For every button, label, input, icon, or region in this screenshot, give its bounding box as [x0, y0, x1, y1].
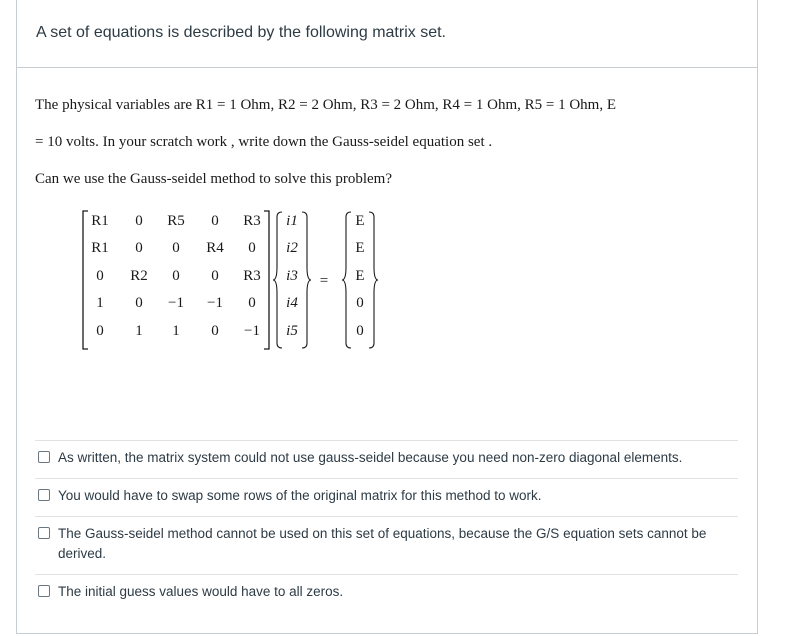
vector-i-cell: i5	[286, 323, 298, 339]
header-divider	[17, 67, 757, 68]
vector-i-cell: i3	[286, 268, 298, 284]
rhs-cell: 0	[356, 295, 364, 311]
matrix-cell: 0	[135, 295, 143, 311]
matrix-cell: 0	[135, 240, 143, 256]
matrix-equation	[80, 207, 380, 367]
equals-sign: =	[319, 273, 329, 289]
question-text-line-3: Can we use the Gauss-seidel method to solve this problem?	[35, 171, 393, 187]
matrix-cell: 0	[211, 213, 219, 229]
rhs-left-brace	[342, 212, 351, 348]
option-1-checkbox[interactable]	[38, 451, 50, 463]
vector-i-cell: i1	[286, 213, 298, 229]
question-text-line-2: = 10 volts. In your scratch work , write down the Gauss-seidel equation set .	[35, 134, 493, 150]
matrix-cell: 0	[135, 213, 143, 229]
matrix-cell: 1	[135, 323, 143, 339]
option-3[interactable]	[38, 524, 728, 564]
vector-i-cell: i2	[286, 240, 298, 256]
matrix-cell: 1	[96, 295, 104, 311]
matrix-cell: −1	[207, 295, 223, 311]
matrix-left-bracket	[83, 211, 88, 349]
matrix-cell: R3	[243, 268, 261, 284]
option-divider	[35, 574, 738, 575]
matrix-cell: R1	[91, 240, 109, 256]
matrix-cell: R2	[130, 268, 148, 284]
rhs-cell: E	[355, 240, 365, 256]
matrix-cell: R5	[167, 213, 185, 229]
matrix-cell: −1	[168, 295, 184, 311]
matrix-cell: −1	[244, 323, 260, 339]
option-4-label: The initial guess values would have to all zeros.	[58, 584, 344, 599]
rhs-cell: 0	[356, 323, 364, 339]
matrix-cell: R3	[243, 213, 261, 229]
rhs-cell: E	[355, 268, 365, 284]
matrix-cell: 0	[248, 240, 256, 256]
option-divider	[35, 478, 738, 479]
option-2[interactable]	[38, 486, 541, 506]
option-3-checkbox[interactable]	[38, 527, 50, 539]
vector-i-right-brace	[302, 212, 311, 348]
matrix-cell: R4	[206, 240, 224, 256]
matrix-cell: 1	[172, 323, 180, 339]
option-divider	[35, 440, 738, 441]
vector-i-cell: i4	[286, 295, 298, 311]
matrix-cell: 0	[248, 295, 256, 311]
matrix-cell: 0	[172, 268, 180, 284]
option-1[interactable]	[38, 448, 682, 468]
option-4[interactable]	[38, 582, 343, 602]
matrix-cell: 0	[96, 323, 104, 339]
rhs-right-brace	[369, 212, 378, 348]
matrix-cell: 0	[211, 323, 219, 339]
option-2-label: You would have to swap some rows of the original matrix for this method to work.	[58, 488, 542, 503]
vector-i-left-brace	[273, 212, 282, 348]
question-title: A set of equations is described by the following matrix set.	[36, 24, 446, 41]
matrix-cell: 0	[172, 240, 180, 256]
matrix-cell: R1	[91, 213, 109, 229]
matrix-right-bracket	[264, 211, 269, 349]
option-divider	[35, 516, 738, 517]
matrix-cell: 0	[96, 268, 104, 284]
rhs-cell: E	[355, 213, 365, 229]
matrix-cell: 0	[211, 268, 219, 284]
option-3-label: The Gauss-seidel method cannot be used on this set of equations, because the G/S equation sets cannot be derived.	[58, 526, 707, 561]
option-4-checkbox[interactable]	[38, 585, 50, 597]
option-1-label: As written, the matrix system could not use gauss-seidel because you need non-zero diagonal elements.	[58, 450, 683, 465]
option-2-checkbox[interactable]	[38, 489, 50, 501]
question-text-line-1: The physical variables are R1 = 1 Ohm, R2 = 2 Ohm, R3 = 2 Ohm, R4 = 1 Ohm, R5 = 1 Ohm, E	[35, 97, 616, 113]
